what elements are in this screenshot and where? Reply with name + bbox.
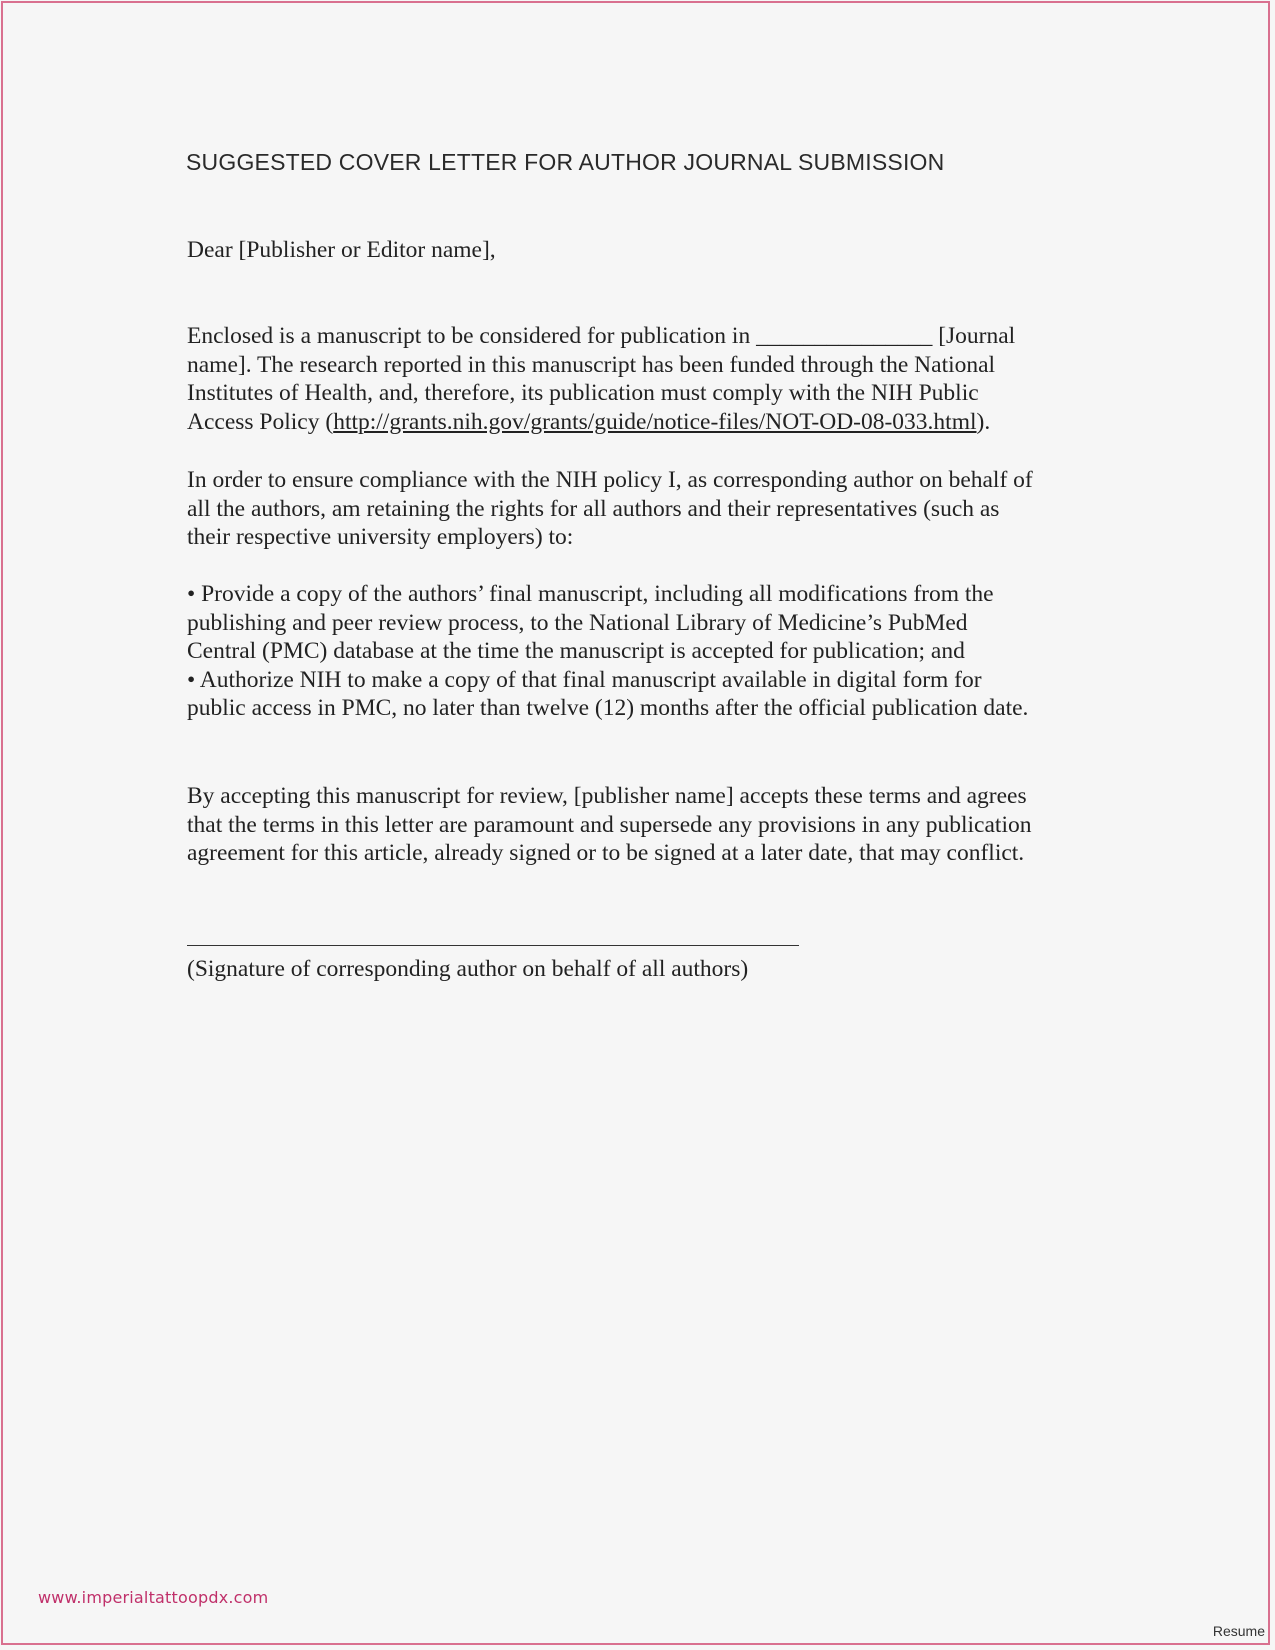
paragraph-line: agreement for this article, already signed or to be signed at a later date, that may conflict. xyxy=(187,840,1025,866)
paragraph-line xyxy=(187,408,1127,437)
bullet-item: • Authorize NIH to make a copy of that final manuscript available in digital form for xyxy=(187,666,982,693)
paragraph-line: their respective university employers) to: xyxy=(187,524,574,550)
signature-caption: (Signature of corresponding author on behalf of all authors) xyxy=(187,956,749,982)
paragraph-intro xyxy=(187,322,1127,436)
bullet-continuation: publishing and peer review process, to the National Library of Medicine’s PubMed xyxy=(187,609,968,636)
paragraph-terms xyxy=(187,782,1127,868)
letter-title: SUGGESTED COVER LETTER FOR AUTHOR JOURNAL SUBMISSION xyxy=(186,149,945,175)
paragraph-line: By accepting this manuscript for review, [publisher name] accepts these terms and agrees xyxy=(187,783,1027,809)
corner-label: Resume xyxy=(1212,1623,1265,1639)
salutation: Dear [Publisher or Editor name], xyxy=(187,237,496,263)
policy-prefix: Access Policy ( xyxy=(187,408,334,435)
bullet-continuation: public access in PMC, no later than twelve (12) months after the official publication date. xyxy=(187,695,1029,721)
bullet-list xyxy=(187,580,1127,723)
signature-line xyxy=(187,945,799,946)
paragraph-line: all the authors, am retaining the rights for all authors and their representatives (such as xyxy=(187,495,1000,522)
bullet-item: • Provide a copy of the authors’ final manuscript, including all modifications from the xyxy=(187,581,994,607)
paragraph-line: Institutes of Health, and, therefore, its publication must comply with the NIH Public xyxy=(187,380,979,406)
bullet-continuation: Central (PMC) database at the time the manuscript is accepted for publication; and xyxy=(187,638,965,664)
paragraph-line: In order to ensure compliance with the NIH policy I, as corresponding author on behalf of xyxy=(187,467,1033,493)
paragraph-line: Enclosed is a manuscript to be considered for publication in _______________ [Journal xyxy=(187,323,1016,349)
nih-policy-link[interactable]: http://grants.nih.gov/grants/guide/notice-files/NOT-OD-08-033.html xyxy=(333,408,977,435)
paragraph-line: that the terms in this letter are paramount and supersede any provisions in any publication xyxy=(187,811,1032,838)
policy-suffix: ). xyxy=(976,408,991,435)
watermark-link[interactable]: www.imperialtattoopdx.com xyxy=(38,1588,269,1607)
paragraph-compliance xyxy=(187,466,1127,552)
paragraph-line: name]. The research reported in this manuscript has been funded through the National xyxy=(187,351,996,378)
